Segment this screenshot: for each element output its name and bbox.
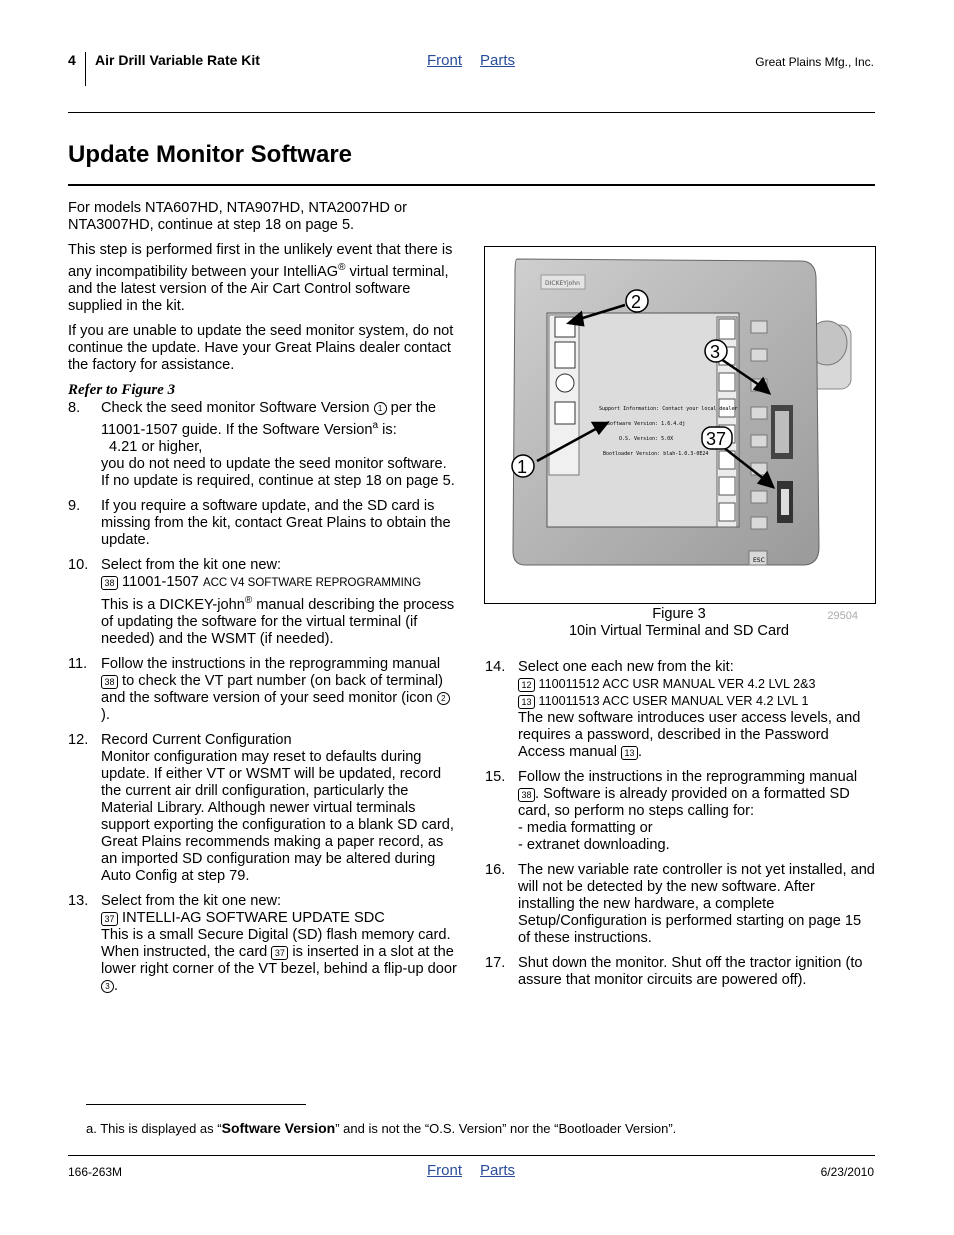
- figure-3-frame: [484, 246, 876, 604]
- title-rule: [68, 184, 875, 186]
- paragraph-models: For models NTA607HD, NTA907HD, NTA2007HD or NTA3007HD, continue at step 18 on page 5.: [68, 200, 408, 233]
- image-number: 29504: [827, 610, 858, 622]
- callout-3: 3: [710, 342, 721, 362]
- footer-front-link[interactable]: Front: [427, 1162, 463, 1179]
- footnote-rule: [86, 1104, 306, 1105]
- callout-ref-1: 1: [374, 402, 387, 415]
- section-title: Update Monitor Software: [68, 141, 353, 168]
- figure-reference: Refer to Figure 3: [68, 381, 176, 398]
- step-16: 16. The new variable rate controller is not yet installed, and will not be detected by the new software. After installing the new hardware, a complete Setup/Configuration is performed starting on page 15 of these instructions.: [485, 862, 875, 946]
- page-number: 4: [68, 52, 76, 68]
- step-12: 12. Record Current Configuration Monitor configuration may reset to defaults during update. If either VT or WSMT will be updated, record the current air drill configuration, particularly the Material Library. Although newer virtual terminals support exporting the configuration to a blank SD card, Great Plains recommends making a paper record, as an imported SD configuration may be altered during Auto Config at step 79.: [68, 731, 454, 884]
- left-column: [68, 200, 458, 1003]
- step-9: 9. If you require a software update, and the SD card is missing from the kit, contact Great Plains to obtain the update.: [68, 497, 451, 548]
- brand-label: DICKEYjohn: [545, 280, 580, 287]
- virtual-terminal-image: [485, 247, 875, 603]
- footer-rule: [68, 1155, 875, 1156]
- callout-2: 2: [631, 292, 642, 312]
- screen-support-info: Support Information: Contact your local dealer: [599, 406, 738, 412]
- step-13: 13. Select from the kit one new: 37 INTELLI-AG SOFTWARE UPDATE SDC This is a small Secure Digital (SD) flash memory card. When instructed, the card 37 is inserted in a slot at the lower right corner of the VT bezel, behind a flip-up door 3 .: [68, 892, 457, 994]
- step-8: 8. Check the seed monitor Software Version 1 per the 11001-1507 guide. If the Software Version$^a$ is: 4.21 or higher, you do not need to update the seed monitor software. If no update is required, continue at step 18 on page 5.: [68, 399, 455, 489]
- header-rule: [68, 112, 875, 113]
- company-name: Great Plains Mfg., Inc.: [755, 55, 874, 69]
- callout-37: 37: [706, 429, 727, 449]
- screen-software-version: Software Version: 1.6.4.dj: [607, 421, 686, 427]
- screen-os-version: O.S. Version: 5.0X: [619, 436, 674, 442]
- doc-title: Air Drill Variable Rate Kit: [95, 52, 260, 68]
- header-divider: [85, 52, 86, 86]
- esc-key-label: ESC: [753, 557, 765, 564]
- step-10: 10. Select from the kit one new: 38 11001-1507 ACC V4 SOFTWARE REPROGRAMMING This is a DICKEY-john® manual describing the process of updating the software for the virtual terminal (if needed) and the WSMT (if needed).: [68, 556, 455, 647]
- step-14: 14. Select one each new from the kit: 12 110011512 ACC USR MANUAL VER 4.2 LVL 2&3 13 110011513 ACC USER MANUAL VER 4.2 LVL 1 The new software introduces user access levels, and requires a password, described in the Password Access manual 13 .: [485, 659, 861, 760]
- figure-caption-text: 10in Virtual Terminal and SD Card: [568, 623, 790, 639]
- step-17: 17. Shut down the monitor. Shut off the tractor ignition (to assure that monitor circuits are powered off).: [485, 955, 863, 988]
- part-ref-38: 38: [101, 576, 118, 590]
- step-11: 11. Follow the instructions in the reprogramming manual 38 to check the VT part number (on back of terminal) and the software version of your seed monitor (icon 2).: [68, 656, 458, 724]
- doc-number: 166-263M: [68, 1165, 123, 1179]
- right-column: [485, 659, 875, 997]
- figure-caption-title: Figure 3: [652, 606, 706, 622]
- screen-bootloader-version: Bootloader Version: blah-1.0.3-0E24: [603, 451, 709, 457]
- footer-date: 6/23/2010: [820, 1165, 874, 1179]
- footnote: a. This is displayed as “Software Version” and is not the “O.S. Version” nor the “Bootloader Version”.: [86, 1120, 677, 1136]
- header-front-link[interactable]: Front: [427, 52, 463, 69]
- header-parts-link[interactable]: Parts: [480, 52, 516, 69]
- callout-1: 1: [517, 457, 528, 477]
- footer-parts-link[interactable]: Parts: [480, 1162, 516, 1179]
- paragraph-warning: If you are unable to update the seed monitor system, do not continue the update. Have your Great Plains dealer contact the factory for assistance.: [68, 322, 454, 373]
- step-15: 15. Follow the instructions in the reprogramming manual 38 . Software is already provided on a formatted SD card, so perform no steps calling for: - media formatting or - extranet downloading.: [485, 769, 858, 853]
- paragraph-intro: This step is performed first in the unlikely event that there is any incompatibility between your IntelliAG® virtual terminal, and the latest version of the Air Cart Control software supplied in the kit.: [68, 242, 453, 314]
